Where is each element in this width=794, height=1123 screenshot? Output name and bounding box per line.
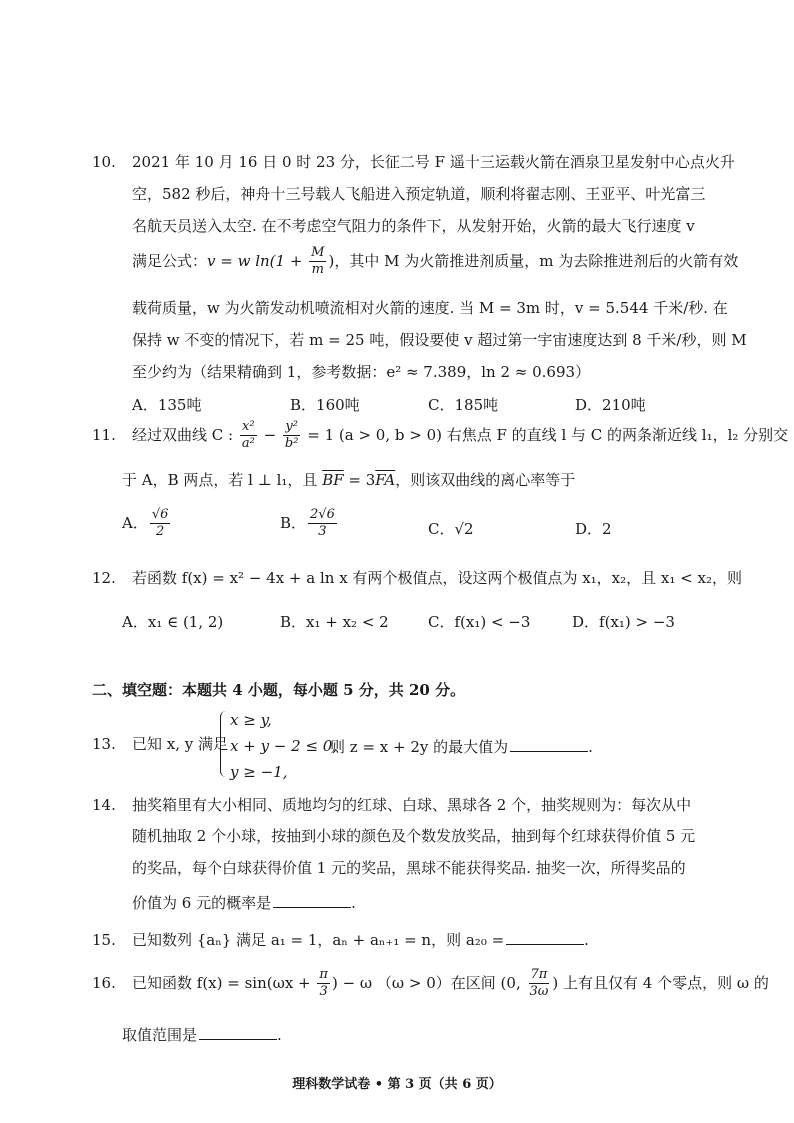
option-d[interactable]: D．f(x₁) > −3 (572, 613, 675, 631)
question-number: 13. (92, 735, 116, 753)
question-text-line: 载荷质量，w 为火箭发动机喷流相对火箭的速度. 当 M = 3m 时，v = 5.544 千米/秒. 在 (132, 299, 728, 317)
answer-blank[interactable] (510, 737, 588, 752)
question-text-line: 2021 年 10 月 16 日 0 时 23 分，长征二号 F 遥十三运载火箭在酒泉卫星发射中心点火升 (132, 153, 735, 171)
formula-line: 满足公式：v = w ln(1 + $\frac{M}{m}$ )，其中 M 为火箭推进剂质量，m 为去除推进剂后的火箭有效 (132, 245, 739, 278)
question-text-line: 至少约为（结果精确到 1，参考数据：e² ≈ 7.389，ln 2 ≈ 0.693） (132, 363, 591, 381)
page-footer: 理科数学试卷 • 第 3 页（共 6 页） (292, 1077, 502, 1092)
left-brace (220, 711, 229, 777)
fraction: $\frac{√6}{2}$ (151, 507, 169, 540)
option-d[interactable]: D．2 (575, 520, 612, 538)
question-text-line: 随机抽取 2 个小球，按抽到小球的颜色及个数发放奖品，抽到每个红球获得价值 5 元 (132, 827, 696, 845)
constraint-row: y ≥ −1, (230, 763, 288, 781)
answer-blank[interactable] (199, 1025, 277, 1040)
question-text-line: 空，582 秒后，神舟十三号载人飞船进入预定轨道，顺利将翟志刚、王亚平、叶光富三 (132, 185, 706, 203)
question-number: 14. (92, 796, 116, 814)
question-number: 16. (92, 973, 116, 992)
constraint-row: x ≥ y, (230, 711, 272, 729)
question-text-line: 保持 w 不变的情况下，若 m = 25 吨，假设要使 v 超过第一宇宙速度达到 8 千米/秒，则 M (132, 331, 747, 349)
question-text-line: 抽奖箱里有大小相同、质地均匀的红球、白球、黑球各 2 个，抽奖规则为：每次从中 (132, 796, 692, 814)
question-text-line: 名航天员送入太空. 在不考虑空气阻力的条件下，从发射开始，火箭的最大飞行速度 v (132, 217, 695, 235)
option-b[interactable]: B．160吨 (290, 396, 360, 414)
constraint-row: x + y − 2 ≤ 0, (230, 737, 338, 755)
fraction: $\frac{M}{m}$ (311, 245, 325, 278)
option-c[interactable]: C．√2 (428, 520, 474, 538)
option-a[interactable]: A．x₁ ∈ (1, 2) (122, 613, 224, 631)
question-number: 10. (92, 153, 116, 171)
fraction: $\frac{\text{y²}}{\text{b²}}$ (284, 419, 299, 452)
fraction: $\frac{7\pi}{3\omega}$ (529, 967, 549, 1000)
option-c[interactable]: C．f(x₁) < −3 (428, 613, 531, 631)
option-a[interactable]: A．135吨 (132, 396, 202, 414)
fraction: $\frac{\pi}{3}$ (319, 967, 328, 1000)
answer-blank[interactable] (273, 893, 351, 908)
option-b[interactable]: B． $\frac{2√6}{3}$ (280, 507, 335, 540)
option-c[interactable]: C．185吨 (428, 396, 499, 414)
option-b[interactable]: B．x₁ + x₂ < 2 (280, 613, 389, 631)
question-number: 12. (92, 569, 116, 587)
question-text-line: 的奖品，每个白球获得价值 1 元的奖品，黑球不能获得奖品. 抽奖一次，所得奖品的 (132, 859, 686, 877)
question-number: 11. (92, 425, 116, 444)
vector-fa: $\overline{FA}$ (375, 471, 396, 489)
option-a[interactable]: A． $\frac{√6}{2}$ (122, 507, 169, 540)
fraction: $\frac{\text{x²}}{\text{a²}}$ (241, 419, 255, 452)
option-d[interactable]: D．210吨 (575, 396, 646, 414)
fraction: $\frac{2√6}{3}$ (310, 507, 335, 540)
section-title: 二、填空题：本题共 4 小题，每小题 5 分，共 20 分。 (92, 681, 466, 699)
answer-blank[interactable] (506, 930, 584, 945)
question-number: 15. (92, 931, 116, 949)
exam-page: 10. 2021 年 10 月 16 日 0 时 23 分，长征二号 F 遥十三运载火箭在酒泉卫星发射中心点火升 空，582 秒后，神舟十三号载人飞船进入预定轨道，顺利将翟志刚、王亚平、叶光富三 名航天员送入太空. 在不考虑空气阻力的条件下，从发射开始，火箭的最大飞行速度 v 满足公式：v = w ln(1 + $\frac{M}{m}$ )，其中 M 为火箭推进剂质量，m 为去除推进剂后的火箭有效 载荷质量，w 为火箭发动机喷流相对火箭的速度. 当 M = 3m 时，v = 5.544 千米/秒. 在 保持 w 不变的情况下，若 m = 25 吨，假设要使 v 超过第一宇宙速度达到 8 千米/秒，则 M 至少约为（结果精确到 1，参考数据：e² ≈ 7.389，ln 2 ≈ 0.693） A．135吨 B．160吨 C．185吨 D．210吨 11. 经过双曲线 C : $\frac{\text{x²}}{\text{a²}}$ − $\frac{\text{y²}}{\text{b²}}$ = 1 (a > 0, b > 0) 右焦点 F 的直线 l 与 C 的两条渐近线 l₁，l₂ 分别交 于 A，B 两点，若 l ⊥ l₁，且 $\overline{BF} = 3\overline{FA}$，则该双曲线的离心率等于 A． $\frac{√6}{2}$ B． $\frac{2√6}{3}$ C．√2 D．2 12. 若函数 f(x) = x² − 4x + a ln x 有两个极值点，设这两个极值点为 x₁，x₂，且 x₁ < x₂，则 A．x₁ ∈ (1, 2) B．x₁ + x₂ < 2 C．f(x₁) < −3 D．f(x₁) > −3 二、填空题：本题共 4 小题，每小题 5 分，共 20 分。 13. 已知 x, y 满足 x ≥ y, x + y − 2 ≤ 0, y ≥ −1, 则 z = x + 2y 的最大值为 . 14. 抽奖箱里有大小相同、质地均匀的红球、白球、黑球各 2 个，抽奖规则为：每次从中 随机抽取 2 个小球，按抽到小球的颜色及个数发放奖品，抽到每个红球获得价值 5 元 的奖品，每个白球获得价值 1 元的奖品，黑球不能获得奖品. 抽奖一次，所得奖品的 价值为 6 元的概率是 . 15. 已知数列 {aₙ} 满足 a₁ = 1，aₙ + aₙ₊₁ = n，则 a₂₀ = . 16. 已知函数 f(x) = sin(ωx + $\frac{\pi}{3}$ ) − ω （ω > 0）在区间 (0, $\frac{7\pi}{3\omega}$ ) 上有且仅有 4 个零点，则 ω 的 取值范围是 . 理科数学试卷 • 第 3 页（共 6 页） (0, 0, 794, 1123)
vector-bf: $\overline{BF}$ (322, 471, 344, 489)
question-text-line: 若函数 f(x) = x² − 4x + a ln x 有两个极值点，设这两个极值点为 x₁，x₂，且 x₁ < x₂，则 (132, 569, 742, 587)
